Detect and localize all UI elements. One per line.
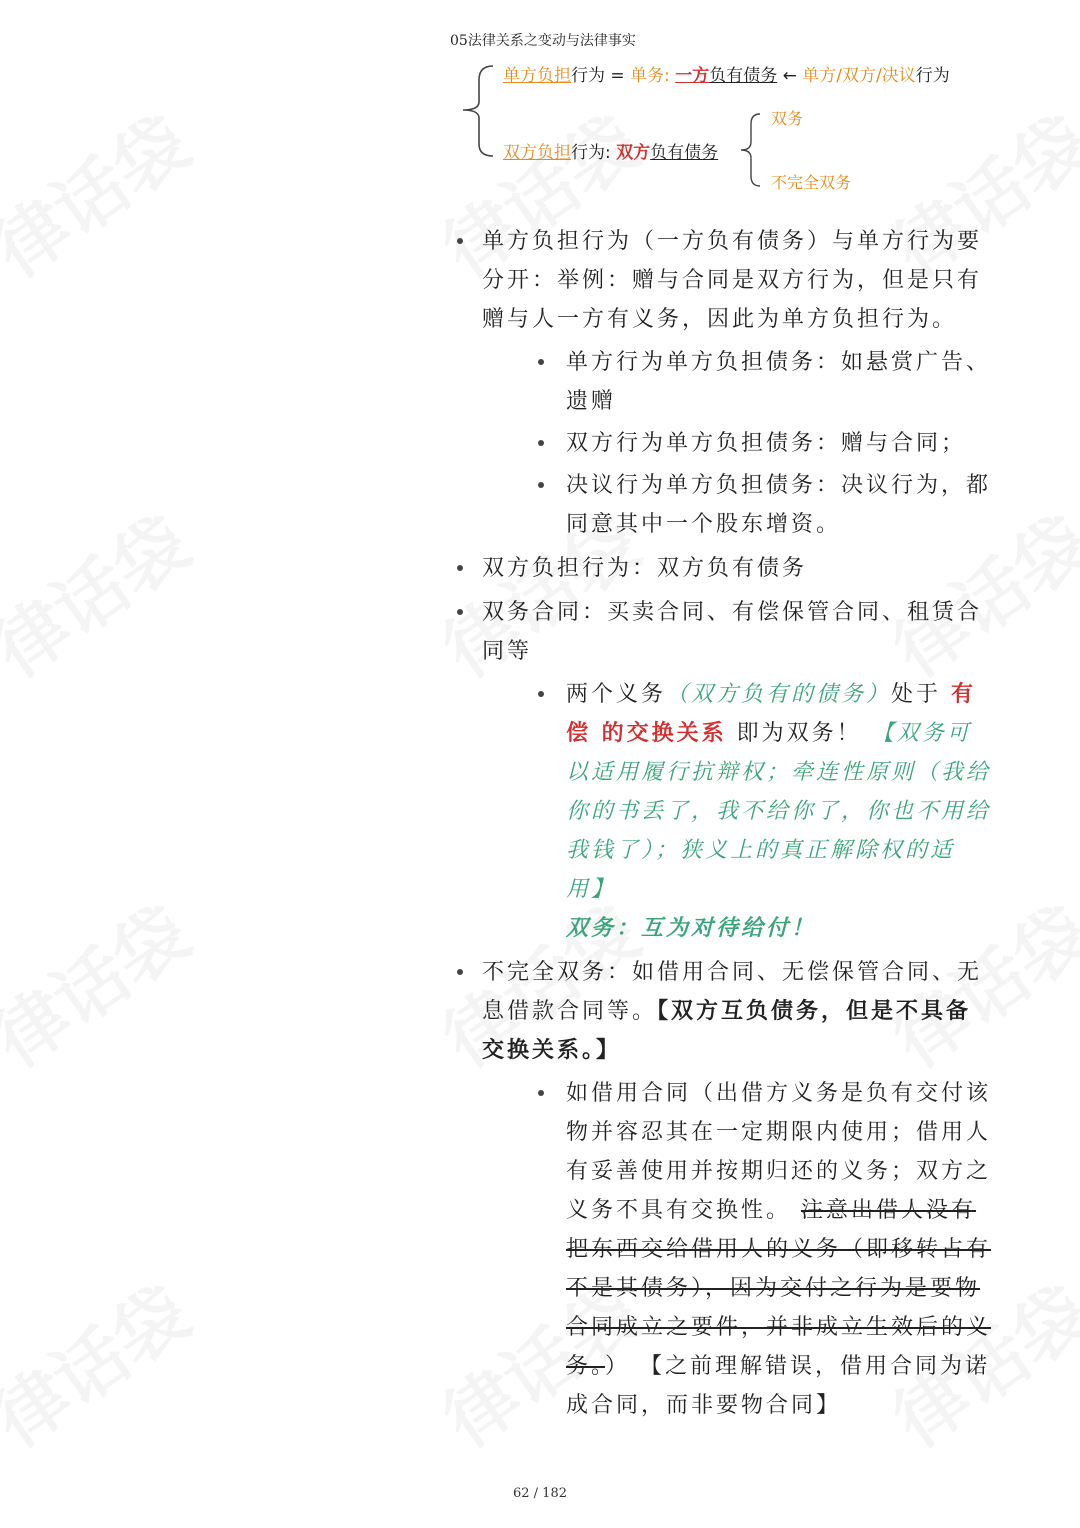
- text-segment: 如借用合同（出借方义务是负有交付该物并容忍其在一定期限内使用；借用人有妥善使用并按期归还的义务；双方之义务不具有交换性。: [566, 1081, 992, 1223]
- obligation-diagram: [455, 56, 1015, 201]
- bilateral-row: [503, 138, 718, 163]
- list-item: [536, 675, 995, 948]
- list-item: [536, 343, 995, 421]
- list-item: [455, 549, 995, 588]
- unilateral-label: 单方负担: [503, 66, 571, 86]
- list-item: [455, 953, 995, 1425]
- branch-incomplete: 不完全双务: [771, 173, 852, 192]
- list-item: [455, 593, 995, 948]
- watermark: [0, 1257, 206, 1466]
- sub-list: [482, 675, 995, 948]
- sub-list: [482, 343, 995, 544]
- branch-bilateral: 双务: [771, 109, 804, 128]
- two-party: 双方: [616, 143, 651, 163]
- text-segment: 即为双务！: [736, 721, 862, 746]
- bullet-text: 决议行为单方负担债务：决议行为，都同意其中一个股东增资。: [566, 473, 992, 537]
- green-note: 【双务可以适用履行抗辩权；牵连性原则（我给你的书丢了，我不给你了，你也不用给我钱了）；狭义上的真正解除权的适用】: [566, 721, 992, 902]
- bullet-list: [455, 222, 995, 1425]
- watermark: [0, 87, 206, 296]
- bullet-text: 不完全双务：如借用合同、无偿保管合同、无息借款合同等。: [482, 960, 983, 1024]
- page-header: 05法律关系之变动与法律事实: [450, 33, 636, 49]
- bullet-text: 双方负担行为：双方负有债务: [482, 556, 808, 581]
- unilateral-sources-suffix: 行为: [915, 66, 950, 86]
- unilateral-row: [503, 61, 950, 86]
- list-item: [536, 1074, 995, 1425]
- unilateral-type: 单务:: [630, 66, 670, 86]
- watermark: [0, 877, 206, 1086]
- page-number: 62 / 182: [513, 1486, 567, 1501]
- notes-content: [455, 222, 995, 1430]
- bullet-text: 双方行为单方负担债务：赠与合同；: [566, 431, 967, 456]
- green-emphasis: 双务：互为对待给付！: [566, 915, 817, 941]
- bullet-text: 单方行为单方负担债务：如悬赏广告、遗赠: [566, 350, 992, 414]
- green-note: （双方负有的债务）: [666, 682, 892, 707]
- arrow-left-icon: ←: [782, 66, 797, 86]
- one-party: 一方: [675, 66, 710, 86]
- text-segment: 两个义务: [566, 682, 667, 707]
- emphasis-red: 有偿 的交换关系: [566, 681, 977, 746]
- bold-note: 【双方互负债务，但是不具备交换关系。】: [482, 998, 972, 1063]
- bilateral-debt: 负有债务: [650, 143, 719, 163]
- sub-list: [482, 1074, 995, 1425]
- text-segment: ）: [605, 1354, 631, 1379]
- list-item: [455, 222, 995, 544]
- struck-text: 注意出借人没有把东西交给借用人的义务（即移转占有不是其债务），因为交付之行为是要物合同成立之要件，并非成立生效后的义务。: [566, 1198, 992, 1379]
- list-item: [536, 424, 995, 463]
- list-item: [536, 466, 995, 544]
- unilateral-suffix: 行为 =: [571, 66, 625, 86]
- text-segment: 处于: [891, 682, 942, 707]
- bullet-text: 单方负担行为（一方负有债务）与单方行为要分开：举例：赠与合同是双方行为，但是只有赠与人一方有义务，因此为单方负担行为。: [482, 229, 983, 332]
- bilateral-label: 双方负担: [503, 143, 571, 163]
- correction-note: 【之前理解错误，借用合同为诺成合同，而非要物合同】: [566, 1354, 991, 1418]
- watermark: [0, 487, 206, 696]
- unilateral-debt: 负有债务: [709, 66, 778, 86]
- bilateral-suffix: 行为:: [571, 143, 611, 163]
- bullet-text: 双务合同：买卖合同、有偿保管合同、租赁合同等: [482, 600, 983, 664]
- unilateral-sources: 单方/双方/决议: [802, 66, 916, 86]
